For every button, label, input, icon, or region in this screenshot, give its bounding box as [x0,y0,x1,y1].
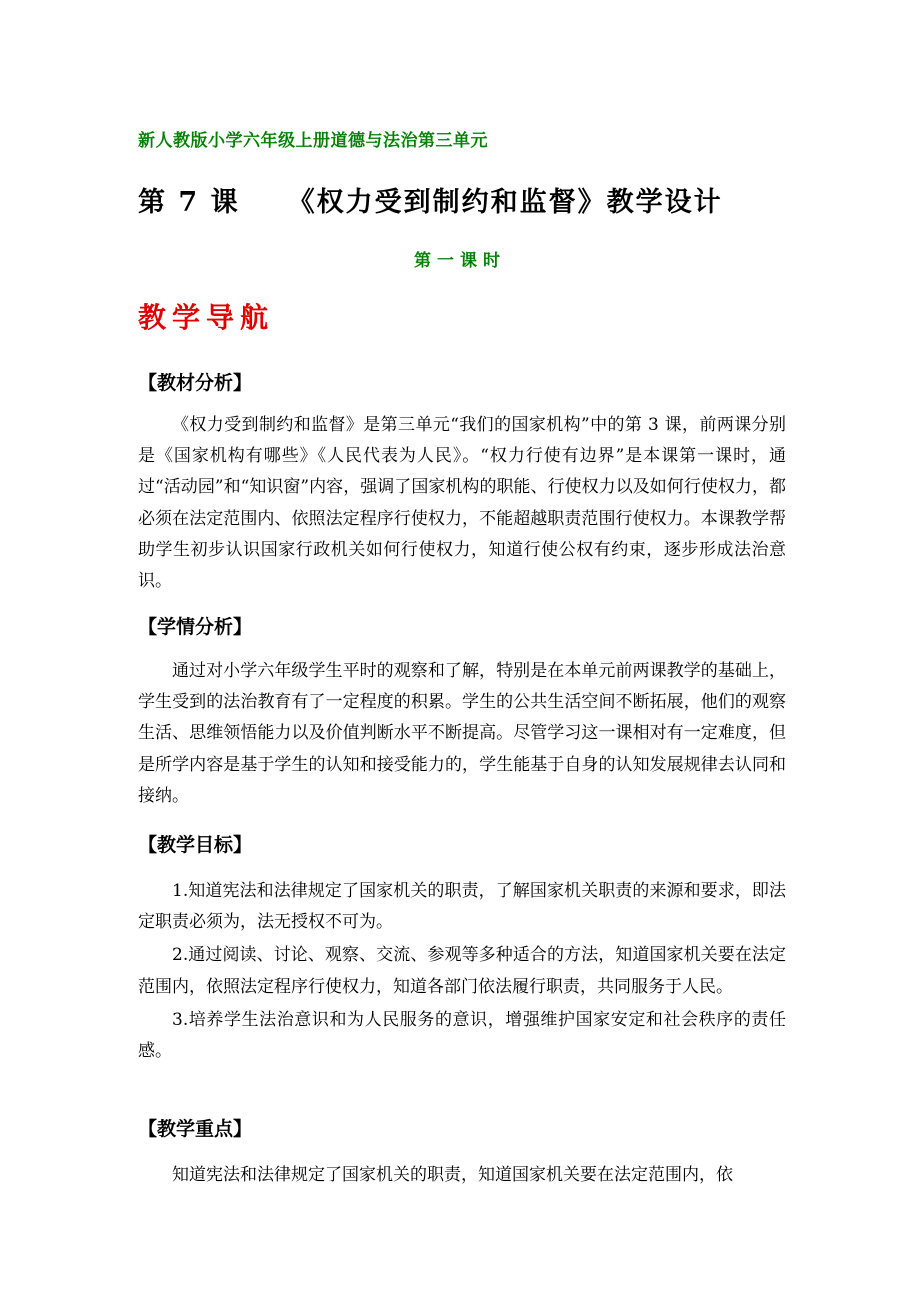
section-body-textbook [138,410,786,597]
lesson-name: 《权力受到制约和监督》教学设计 [287,187,723,218]
section-heading-students: 【学情分析】 [138,616,253,638]
section-body-focus [138,1160,786,1191]
paragraph: 通过对小学六年级学生平时的观察和了解，特别是在本单元前两课教学的基础上，学生受到的法治教育有了一定程度的积累。学生的公共生活空间不断拓展，他们的观察生活、思维领悟能力以及价值判断水平不断提高。尽管学习这一课相对有一定难度，但是所学内容是基于学生的认知和接受能力的，学生能基于自身的认知发展规律去认同和接纳。 [138,661,786,806]
section-body-students [138,656,786,812]
section-heading-textbook: 【教材分析】 [138,372,253,394]
section-body-goals [138,876,786,1069]
lesson-number: 第 7 课 [138,187,240,218]
page-title [138,180,723,219]
paragraph: 知道宪法和法律规定了国家机关的职责，知道国家机关要在法定范围内，依 [172,1165,733,1185]
paragraph: 《权力受到制约和监督》是第三单元“我们的国家机构”中的第 3 课，前两课分别是《国家机构有哪些》《人民代表为人民》。“权力行使有边界”是本课第一课时，通过“活动园”和“知识窗”内容，强调了国家机构的职能、行使权力以及如何行使权力，都必须在法定范围内、依照法定程序行使权力，不能超越职责范围行使权力。本课教学帮助学生初步认识国家行政机关如何行使权力，知道行使公权有约束，逐步形成法治意识。 [138,415,786,592]
goal-item: 2.通过阅读、讨论、观察、交流、参观等多种适合的方法，知道国家机关要在法定范围内，依照法定程序行使权力，知道各部门依法履行职责，共同服务于人民。 [138,945,786,997]
unit-subtitle: 新人教版小学六年级上册道德与法治第三单元 [138,131,488,151]
class-period: 第一课时 [414,251,506,271]
goal-item: 1.知道宪法和法律规定了国家机关的职责，了解国家机关职责的来源和要求，即法定职责必须为，法无授权不可为。 [138,881,786,933]
section-heading-goals: 【教学目标】 [138,834,253,856]
goal-item: 3.培养学生法治意识和为人民服务的意识，增强维护国家安定和社会秩序的责任感。 [138,1009,786,1062]
teaching-navigation-heading: 教学导航 [138,301,275,334]
section-heading-focus: 【教学重点】 [138,1118,253,1140]
